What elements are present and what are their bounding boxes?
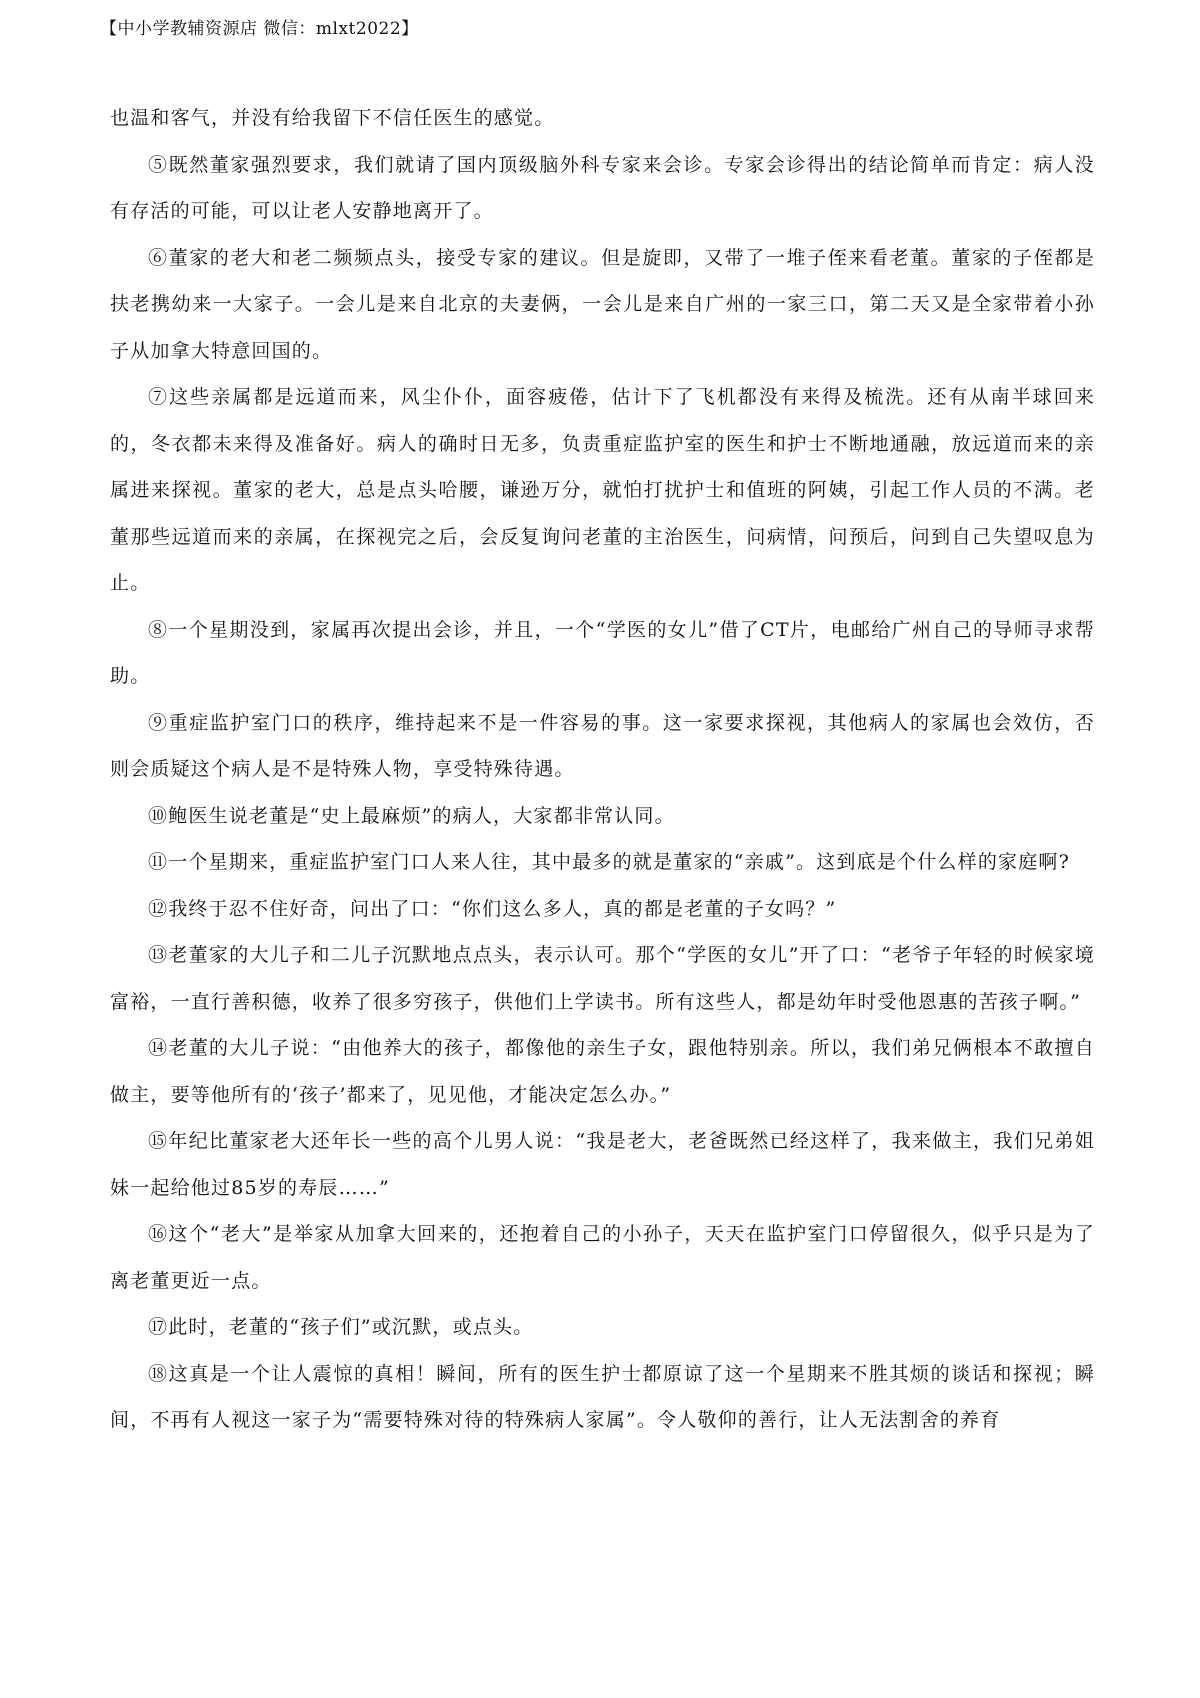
paragraph-16: ⑯这个“老大”是举家从加拿大回来的，还抱着自己的小孙子，天天在监护室门口停留很久，似乎只是为了离老董更近一点。 bbox=[110, 1223, 1095, 1292]
paragraph-13: ⑬老董家的大儿子和二儿子沉默地点点头，表示认可。那个“学医的女儿”开了口：“老爷子年轻的时候家境富裕，一直行善积德，收养了很多穷孩子，供他们上学读书。所有这些人，都是幼年时受他恩惠的苦孩子啊。” bbox=[110, 944, 1095, 1013]
paragraph-7: ⑦这些亲属都是远道而来，风尘仆仆，面容疲倦，估计下了飞机都没有来得及梳洗。还有从南半球回来的，冬衣都未来得及准备好。病人的确时日无多，负责重症监护室的医生和护士不断地通融，放远道而来的亲属进来探视。董家的老大，总是点头哈腰，谦逊万分，就怕打扰护士和值班的阿姨，引起工作人员的不满。老董那些远道而来的亲属，在探视完之后，会反复询问老董的主治医生，问病情，问预后，问到自己失望叹息为止。 bbox=[110, 386, 1095, 594]
page-header-watermark: 【中小学教辅资源店 微信：mlxt2022】 bbox=[100, 19, 419, 39]
paragraph-5: ⑤既然董家强烈要求，我们就请了国内顶级脑外科专家来会诊。专家会诊得出的结论简单而肯定：病人没有存活的可能，可以让老人安静地离开了。 bbox=[110, 153, 1095, 222]
paragraph-9: ⑨重症监护室门口的秩序，维持起来不是一件容易的事。这一家要求探视，其他病人的家属也会效仿，否则会质疑这个病人是不是特殊人物，享受特殊待遇。 bbox=[110, 711, 1095, 780]
paragraph-continuation: 也温和客气，并没有给我留下不信任医生的感觉。 bbox=[110, 107, 555, 129]
paragraph-8: ⑧一个星期没到，家属再次提出会诊，并且，一个“学医的女儿”借了CT片，电邮给广州自己的导师寻求帮助。 bbox=[110, 618, 1095, 687]
paragraph-11: ⑪一个星期来，重症监护室门口人来人往，其中最多的就是董家的“亲戚”。这到底是个什么样的家庭啊? bbox=[148, 851, 1071, 873]
paragraph-17: ⑰此时，老董的“孩子们”或沉默，或点头。 bbox=[148, 1316, 534, 1338]
paragraph-10: ⑩鲍医生说老董是“史上最麻烦”的病人，大家都非常认同。 bbox=[148, 804, 675, 827]
paragraph-18: ⑱这真是一个让人震惊的真相！瞬间，所有的医生护士都原谅了这一个星期来不胜其烦的谈话和探视；瞬间，不再有人视这一家子为“需要特殊对待的特殊病人家属”。令人敬仰的善行，让人无法割舍的养育 bbox=[110, 1362, 1095, 1431]
paragraph-6: ⑥董家的老大和老二频频点头，接受专家的建议。但是旋即，又带了一堆子侄来看老董。董家的子侄都是扶老携幼来一大家子。一会儿是来自北京的夫妻俩，一会儿是来自广州的一家三口，第二天又是全家带着小孙子从加拿大特意回国的。 bbox=[110, 246, 1095, 362]
paragraph-14: ⑭老董的大儿子说：“由他养大的孩子，都像他的亲生子女，跟他特别亲。所以，我们弟兄俩根本不敢擅自做主，要等他所有的‘孩子’都来了，见见他，才能决定怎么办。” bbox=[110, 1037, 1095, 1106]
paragraph-12: ⑫我终于忍不住好奇，问出了口：“你们这么多人，真的都是老董的子女吗？” bbox=[148, 897, 837, 920]
article-body bbox=[110, 95, 1095, 1444]
paragraph-15: ⑮年纪比董家老大还年长一些的高个儿男人说：“我是老大，老爸既然已经这样了，我来做主，我们兄弟姐妹一起给他过85岁的寿辰……” bbox=[110, 1130, 1095, 1199]
